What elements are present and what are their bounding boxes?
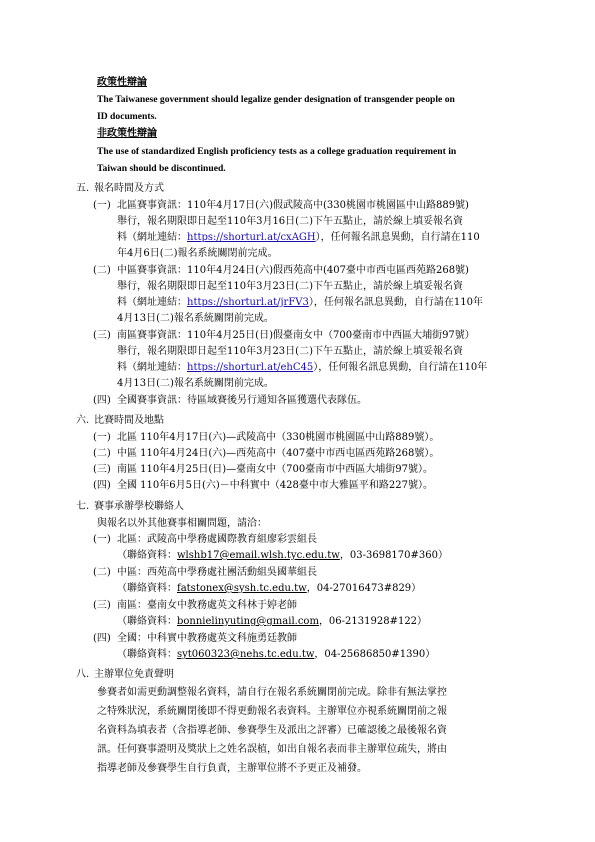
policy-motion-line1: The Taiwanese government should legalize gender designation of transgender people on xyxy=(97,94,455,105)
registration-item-central-line4: 4月13日(二)報名系統關閉前完成。 xyxy=(117,313,274,324)
registration-item-south-line3: 料（網址連結：https://shorturl.at/ehC45），任何報名訊息異動，自行請在110年 xyxy=(117,362,488,373)
contact-email-central[interactable]: fatstonex@sysh.tc.edu.tw xyxy=(177,583,307,594)
contact-item-south: (三) 南區：臺南女中教務處英文科林于婷老師 xyxy=(93,600,297,611)
contact-item-central: (二) 中區：西苑高中學務處社團活動組吳國華組長 xyxy=(93,567,317,578)
registration-item-south-line2: 舉行，報名期限即日起至110年3月23日(二)下午五點止，請於線上填妥報名資 xyxy=(117,346,463,357)
registration-item-central: (二) 中區賽事資訊：110年4月24日(六)假西苑高中(407臺中市西屯區西苑路268號) xyxy=(93,265,469,276)
disclaimer-line: 指導老師及參賽學生自行負責，主辦單位將不予更正及補發。 xyxy=(97,763,367,774)
registration-link-south[interactable]: https://shorturl.at/ehC45 xyxy=(187,362,314,373)
venue-row: (四) 全國 110年6月5日(六)－中科實中（428臺中市大雅區平和路227號）。 xyxy=(93,480,433,491)
policy-motion-line2: ID documents. xyxy=(97,111,157,122)
section-6-heading: 六. 比賽時間及地點 xyxy=(76,415,164,426)
disclaimer-line: 名資料為填表者（含指導老師、參賽學生及派出之評審）已確認後之最後報名資 xyxy=(97,725,447,736)
registration-link-central[interactable]: https://shorturl.at/jrFV3 xyxy=(187,297,309,308)
registration-item-central-line2: 舉行，報名期限即日起至110年3月23日(二)下午五點止，請於線上填妥報名資 xyxy=(117,281,463,292)
section-title: 報名時間及方式 xyxy=(94,183,164,194)
contact-item-north: (一) 北區：武陵高中學務處國際教育組廖彩雲組長 xyxy=(93,534,317,545)
registration-item-north-line4: 年4月6日(二)報名系統關閉前完成。 xyxy=(117,248,278,259)
disclaimer-line: 訊。任何賽事證明及獎狀上之姓名誤植，如出自報名表而非主辦單位疏失，將由 xyxy=(97,744,447,755)
contact-detail-north: （聯絡資料：wlshb17@email.wlsh.tyc.edu.tw，03-3698170#360） xyxy=(117,550,448,561)
contact-email-national[interactable]: syt060323@nehs.tc.edu.tw xyxy=(177,649,315,660)
nonpolicy-motion-line2: Taiwan should be discontinued. xyxy=(97,163,226,174)
contact-detail-national: （聯絡資料：syt060323@nehs.tc.edu.tw，04-25686850#1390） xyxy=(117,649,436,660)
policy-debate-heading: 政策性辯論 xyxy=(97,77,147,88)
registration-link-north[interactable]: https://shorturl.at/cxAGH xyxy=(187,232,316,243)
registration-item-central-line3: 料（網址連結：https://shorturl.at/jrFV3），任何報名訊息異動，自行請在110年 xyxy=(117,297,483,308)
contact-detail-central: （聯絡資料：fatstonex@sysh.tc.edu.tw，04-27016473#829） xyxy=(117,583,422,594)
section-5-heading xyxy=(76,181,164,196)
venue-row: (一) 北區 110年4月17日(六)—武陵高中（330桃園市桃園區中山路889號）。 xyxy=(93,432,440,443)
disclaimer-line: 之特殊狀況，系統關閉後即不得更動報名表資料。主辦單位亦視系統關閉前之報 xyxy=(97,706,447,717)
registration-item-north: (一) 北區賽事資訊：110年4月17日(六)假武陵高中(330桃園市桃園區中山路889號) xyxy=(93,200,469,211)
section-number: 五. xyxy=(76,183,90,194)
contact-detail-south: （聯絡資料：bonnielinyuting@gmail.com，06-2131928#122） xyxy=(117,616,428,627)
venue-row: (三) 南區 110年4月25日(日)—臺南女中（700臺南市中西區大埔街97號）。 xyxy=(93,464,433,475)
section-7-heading: 七. 賽事承辦學校聯絡人 xyxy=(76,501,184,512)
disclaimer-line: 參賽者如需更動調整報名資料，請自行在報名系統關閉前完成。除非有無法掌控 xyxy=(97,687,447,698)
contact-email-north[interactable]: wlshb17@email.wlsh.tyc.edu.tw xyxy=(177,550,340,561)
contact-item-national: (四) 全國：中科實中教務處英文科施勇廷教師 xyxy=(93,633,297,644)
registration-item-south: (三) 南區賽事資訊：110年4月25日(日)假臺南女中（700臺南市中西區大埔街97號） xyxy=(93,330,475,341)
contact-intro: 與報名以外其他賽事相關問題，請洽： xyxy=(97,518,267,529)
registration-item-north-line3: 料（網址連結：https://shorturl.at/cxAGH），任何報名訊息異動，自行請在110 xyxy=(117,232,480,243)
venue-row: (二) 中區 110年4月24日(六)—西苑高中（407臺中市西屯區西苑路268號）。 xyxy=(93,448,440,459)
registration-item-national: (四) 全國賽事資訊：待區域賽後另行通知各區獲選代表隊伍。 xyxy=(93,395,367,406)
nonpolicy-motion-line1: The use of standardized English proficiency tests as a college graduation requirement in xyxy=(97,146,457,157)
registration-item-south-line4: 4月13日(二)報名系統關閉前完成。 xyxy=(117,378,274,389)
registration-item-north-line2: 舉行，報名期限即日起至110年3月16日(二)下午五點止，請於線上填妥報名資 xyxy=(117,216,463,227)
section-8-heading: 八. 主辦單位免責聲明 xyxy=(76,669,174,680)
nonpolicy-debate-heading: 非政策性辯論 xyxy=(97,128,157,139)
contact-email-south[interactable]: bonnielinyuting@gmail.com xyxy=(177,616,319,627)
